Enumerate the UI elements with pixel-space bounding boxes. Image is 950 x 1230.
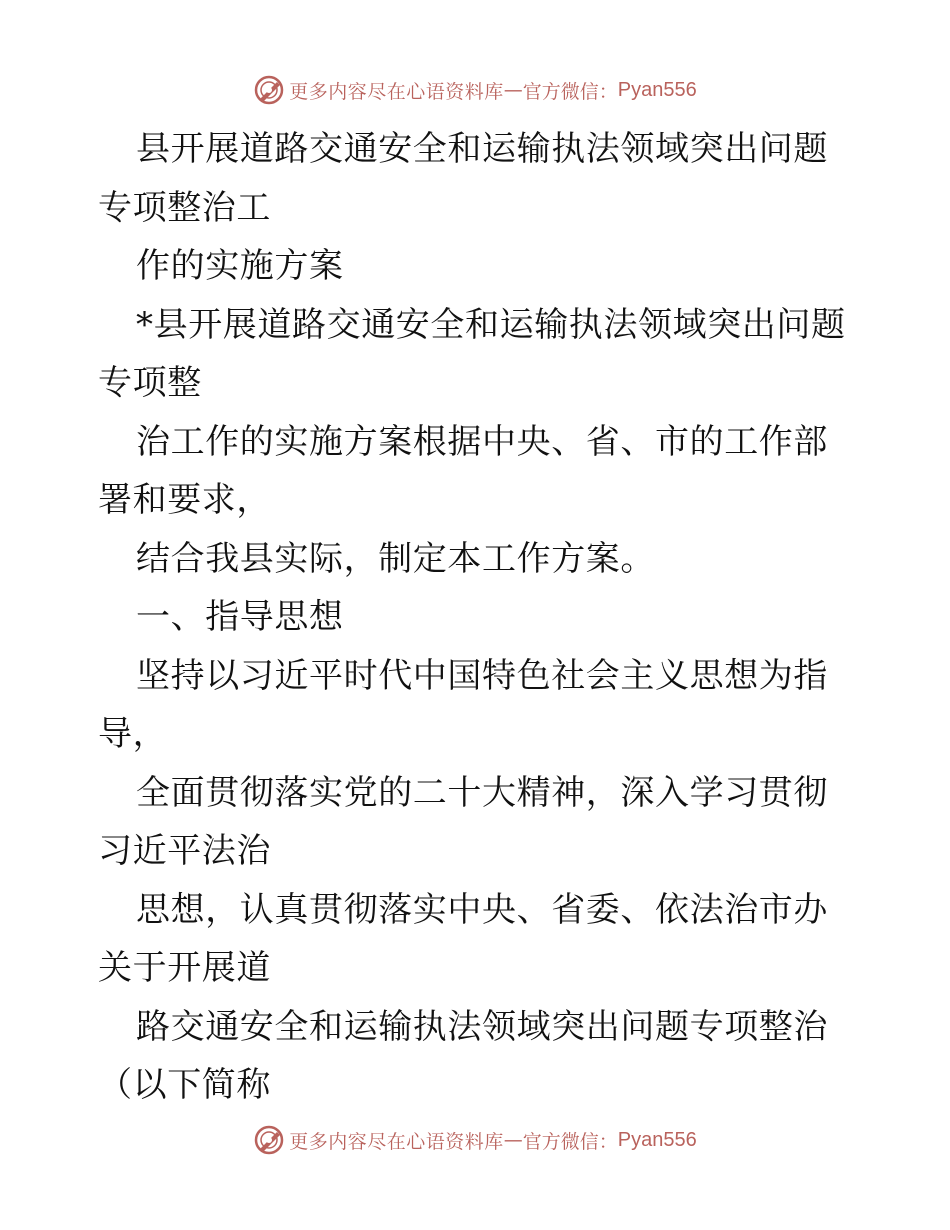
paragraph: 治工作的实施方案根据中央、省、市的工作部署和要求， [98, 421, 828, 520]
seal-logo-icon [253, 74, 285, 106]
watermark-text: 更多内容尽在心语资料库 [289, 1130, 504, 1153]
watermark-wechat-label: 官方微信： [522, 80, 618, 103]
header-watermark [0, 70, 950, 110]
section-heading: 一、指导思想 [136, 597, 344, 637]
paragraph: 坚持以习近平时代中国特色社会主义思想为指导， [98, 655, 828, 754]
seal-logo-icon [253, 1124, 285, 1156]
document-body [98, 120, 858, 1115]
paragraph: 路交通安全和运输执法领域突出问题专项整治（以下简称 [98, 1006, 828, 1105]
watermark-wechat-id: Pyan556 [617, 1128, 697, 1151]
watermark-wechat-id: Pyan556 [617, 78, 697, 101]
paragraph: 全面贯彻落实党的二十大精神，深入学习贯彻习近平法治 [98, 772, 828, 871]
paragraph: 作的实施方案 [136, 246, 344, 286]
paragraph: 思想，认真贯彻落实中央、省委、依法治市办关于开展道 [98, 889, 828, 988]
paragraph: 县开展道路交通安全和运输执法领域突出问题专项整治工 [98, 129, 828, 228]
watermark-separator: — [503, 79, 523, 101]
paragraph: 结合我县实际，制定本工作方案。 [136, 538, 655, 579]
footer-watermark [0, 1120, 950, 1160]
watermark-separator: — [503, 1129, 523, 1151]
watermark-wechat-label: 官方微信： [522, 1130, 618, 1153]
paragraph: *县开展道路交通安全和运输执法领域突出问题专项整 [98, 304, 846, 403]
watermark-text: 更多内容尽在心语资料库 [289, 80, 504, 103]
